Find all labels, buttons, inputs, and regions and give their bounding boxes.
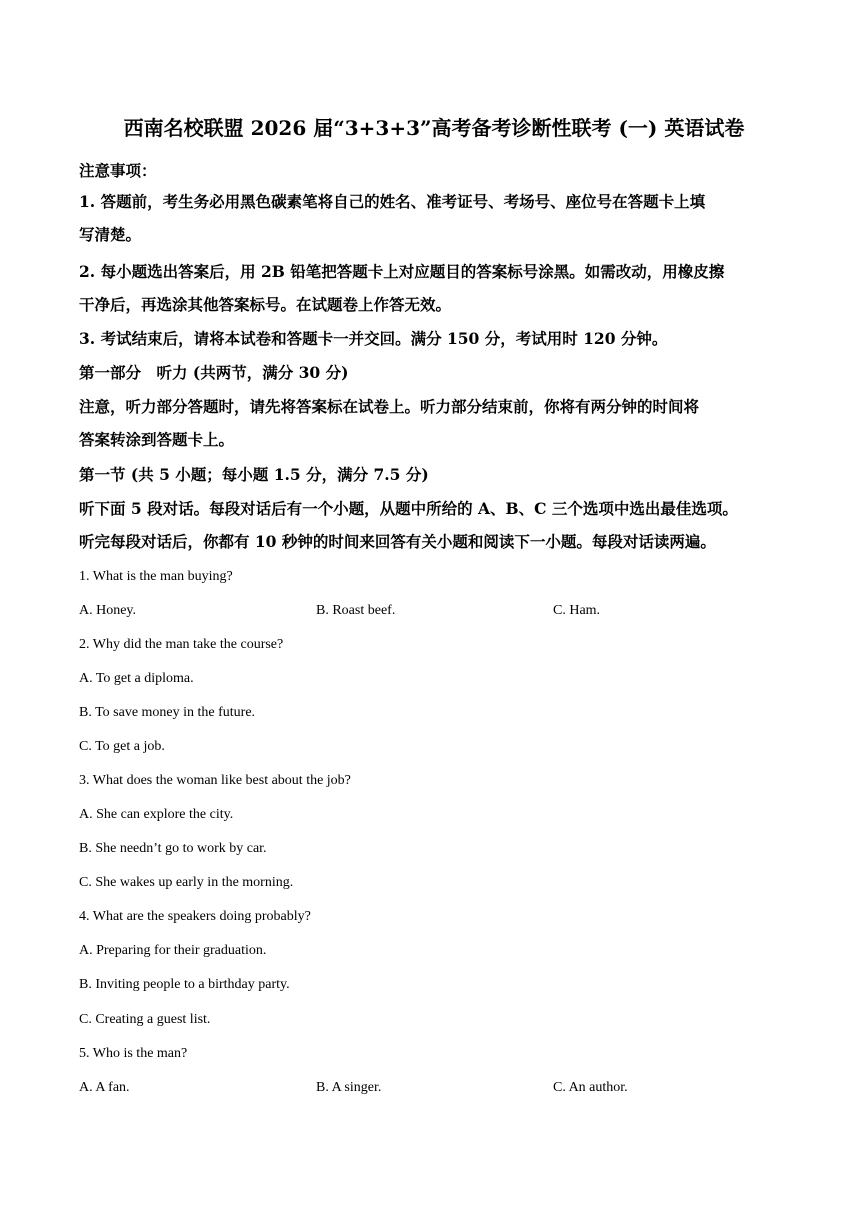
option-c: C. An author. (553, 1080, 628, 1095)
section1-instruction-line: 听完每段对话后，你都有 10 秒钟的时间来回答有关小题和阅读下一小题。每段对话读两遍。 (79, 532, 716, 551)
notice-heading: 注意事项： (79, 161, 157, 180)
option-c: C. She wakes up early in the morning. (79, 875, 294, 890)
option-a: A. A fan. (79, 1080, 130, 1095)
notice-line: 2. 每小题选出答案后，用 2B 铅笔把答题卡上对应题目的答案标号涂黑。如需改动，用橡皮擦 (79, 262, 725, 281)
option-a: A. Honey. (79, 603, 137, 618)
page-title: 西南名校联盟 2026 届“3+3+3”高考备考诊断性联考 (一) 英语试卷 (123, 116, 745, 140)
part1-note-line: 注意，听力部分答题时，请先将答案标在试卷上。听力部分结束前，你将有两分钟的时间将 (79, 397, 700, 416)
option-b: B. Roast beef. (316, 603, 396, 618)
option-b: B. She needn’t go to work by car. (79, 841, 267, 856)
notice-line: 1. 答题前，考生务必用黑色碳素笔将自己的姓名、准考证号、考场号、座位号在答题卡上填 (79, 192, 706, 211)
section1-heading: 第一节 (共 5 小题；每小题 1.5 分，满分 7.5 分) (79, 465, 429, 484)
option-c: C. Ham. (553, 603, 601, 618)
part1-heading: 第一部分 听力 (共两节，满分 30 分) (79, 363, 349, 382)
notice-line: 3. 考试结束后，请将本试卷和答题卡一并交回。满分 150 分，考试用时 120 分钟。 (79, 329, 668, 348)
question-stem: 2. Why did the man take the course? (79, 637, 284, 652)
part1-note-line: 答案转涂到答题卡上。 (79, 430, 235, 449)
option-b: B. To save money in the future. (79, 705, 256, 720)
option-a: A. She can explore the city. (79, 807, 234, 822)
question-stem: 1. What is the man buying? (79, 569, 233, 584)
option-b: B. Inviting people to a birthday party. (79, 977, 290, 992)
notice-line: 干净后，再选涂其他答案标号。在试题卷上作答无效。 (79, 295, 452, 314)
section1-instruction-line: 听下面 5 段对话。每段对话后有一个小题，从题中所给的 A、B、C 三个选项中选出最佳选项。 (79, 499, 738, 518)
question-stem: 5. Who is the man? (79, 1046, 188, 1061)
question-stem: 3. What does the woman like best about the job? (79, 773, 351, 788)
notice-line: 写清楚。 (79, 225, 142, 244)
option-c: C. Creating a guest list. (79, 1012, 211, 1027)
option-a: A. To get a diploma. (79, 671, 194, 686)
option-c: C. To get a job. (79, 739, 165, 754)
option-a: A. Preparing for their graduation. (79, 943, 267, 958)
question-stem: 4. What are the speakers doing probably? (79, 909, 311, 924)
option-b: B. A singer. (316, 1080, 382, 1095)
